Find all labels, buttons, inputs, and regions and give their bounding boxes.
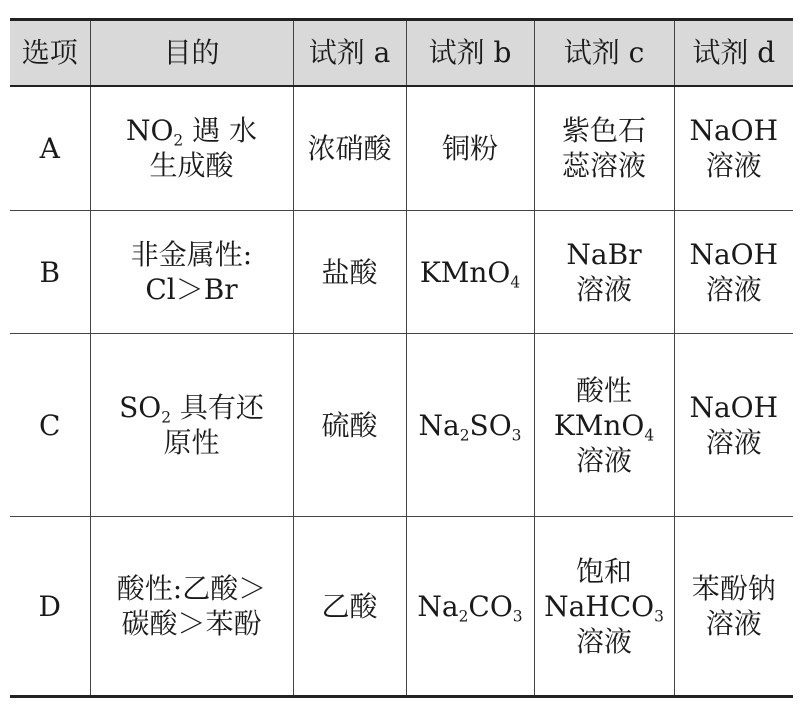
cell-text: KMnO (553, 408, 645, 442)
cell-line (541, 373, 668, 408)
subscript: 3 (512, 606, 523, 625)
cell-line (300, 408, 400, 443)
cell-text: 原性 (163, 426, 220, 459)
reagent-b-cell (406, 211, 534, 334)
reagent-d-cell (674, 334, 793, 517)
cell-line (541, 554, 668, 589)
cell-text: NaOH (689, 238, 779, 271)
cell-line (97, 113, 287, 148)
reagent-a-cell (293, 86, 406, 211)
cell-line (97, 237, 287, 272)
cell-line (97, 148, 287, 183)
cell-text: 盐酸 (321, 255, 378, 289)
reagent-c-cell (534, 86, 674, 211)
cell-line (681, 237, 788, 272)
table-body (10, 86, 793, 697)
header-option: 选项 (10, 20, 90, 86)
cell-text: 紫色石 (561, 114, 646, 148)
table-row (10, 334, 793, 517)
cell-line (300, 255, 400, 290)
cell-text: 饱和 (575, 554, 632, 588)
cell-line (541, 148, 668, 183)
table-row (10, 86, 793, 211)
cell-text: 溶液 (705, 426, 762, 459)
table-row (10, 211, 793, 334)
subscript: 4 (510, 272, 521, 291)
reagent-d-cell (674, 211, 793, 334)
cell-text: 溶液 (705, 149, 762, 183)
cell-text: 溶液 (575, 443, 632, 477)
cell-line (681, 272, 788, 307)
cell-text: 非金属性: (130, 238, 253, 271)
header-reagent-d: 试剂 d (674, 20, 793, 86)
cell-line (541, 589, 668, 624)
cell-line (541, 624, 668, 659)
cell-text: NaOH (689, 391, 779, 424)
cell-line (681, 571, 788, 606)
cell-text: 酸性:乙酸＞ (116, 572, 267, 605)
purpose-cell (90, 517, 293, 697)
cell-line (681, 425, 788, 460)
cell-line (413, 589, 528, 624)
cell-line (97, 571, 287, 606)
cell-text: 遇 水 (183, 114, 258, 148)
cell-line (97, 425, 287, 460)
header-purpose: 目的 (90, 20, 293, 86)
cell-text: KMnO (419, 255, 511, 289)
cell-text: NaOH (689, 114, 779, 148)
reagent-c-cell (534, 517, 674, 697)
cell-line (541, 237, 668, 272)
cell-text: 乙酸 (321, 589, 378, 623)
subscript: 2 (161, 408, 172, 427)
subscript: 2 (459, 425, 470, 444)
cell-line (300, 589, 400, 624)
cell-text: CO (468, 589, 513, 623)
cell-text: 溶液 (575, 273, 632, 306)
subscript: 3 (511, 425, 522, 444)
reagent-b-cell (406, 517, 534, 697)
cell-text: 硫酸 (321, 408, 378, 442)
option-cell: B (10, 211, 90, 334)
cell-line (541, 443, 668, 478)
cell-line (681, 113, 788, 148)
cell-text: SO (119, 391, 162, 424)
subscript: 4 (644, 425, 655, 444)
cell-line (97, 272, 287, 307)
cell-line (413, 131, 528, 166)
header-reagent-b: 试剂 b (406, 20, 534, 86)
table-row (10, 517, 793, 697)
reagent-d-cell (674, 517, 793, 697)
subscript: 3 (654, 606, 664, 625)
header-reagent-c: 试剂 c (534, 20, 674, 86)
cell-text: 酸性 (575, 373, 632, 407)
option-cell: A (10, 86, 90, 211)
cell-text: 生成酸 (149, 149, 234, 183)
cell-line (300, 131, 400, 166)
cell-text: SO (469, 408, 512, 442)
cell-line (541, 408, 668, 443)
cell-line (97, 606, 287, 641)
cell-text: 铜粉 (441, 131, 498, 165)
reagent-b-cell (406, 86, 534, 211)
reagent-c-cell (534, 211, 674, 334)
cell-line (541, 113, 668, 148)
reagent-b-cell (406, 334, 534, 517)
reagent-a-cell (293, 517, 406, 697)
cell-text: 溶液 (575, 624, 632, 658)
cell-text: Na (417, 589, 459, 623)
header-row (10, 20, 793, 86)
cell-text: 碳酸＞苯酚 (121, 607, 262, 640)
cell-text: NaHCO (544, 589, 655, 623)
cell-line (681, 148, 788, 183)
cell-text: 蕊溶液 (561, 149, 646, 183)
cell-line (681, 390, 788, 425)
purpose-cell (90, 211, 293, 334)
header-reagent-a: 试剂 a (293, 20, 406, 86)
option-cell: D (10, 517, 90, 697)
cell-text: 浓硝酸 (307, 131, 392, 165)
cell-line (541, 272, 668, 307)
cell-text: 溶液 (705, 607, 762, 640)
cell-line (97, 390, 287, 425)
cell-line (681, 606, 788, 641)
subscript: 2 (458, 606, 469, 625)
reagent-table (10, 18, 793, 698)
subscript: 2 (173, 131, 184, 150)
cell-text: 苯酚钠 (691, 572, 776, 605)
reagent-a-cell (293, 211, 406, 334)
cell-text: NO (125, 114, 174, 148)
cell-line (413, 408, 528, 443)
cell-line (413, 255, 528, 290)
cell-text: Na (418, 408, 460, 442)
cell-text: 具有还 (171, 391, 264, 424)
cell-text: 溶液 (705, 273, 762, 306)
purpose-cell (90, 334, 293, 517)
cell-text: NaBr (566, 238, 642, 271)
reagent-a-cell (293, 334, 406, 517)
reagent-d-cell (674, 86, 793, 211)
purpose-cell (90, 86, 293, 211)
cell-text: Cl＞Br (145, 273, 238, 306)
option-cell: C (10, 334, 90, 517)
reagent-c-cell (534, 334, 674, 517)
